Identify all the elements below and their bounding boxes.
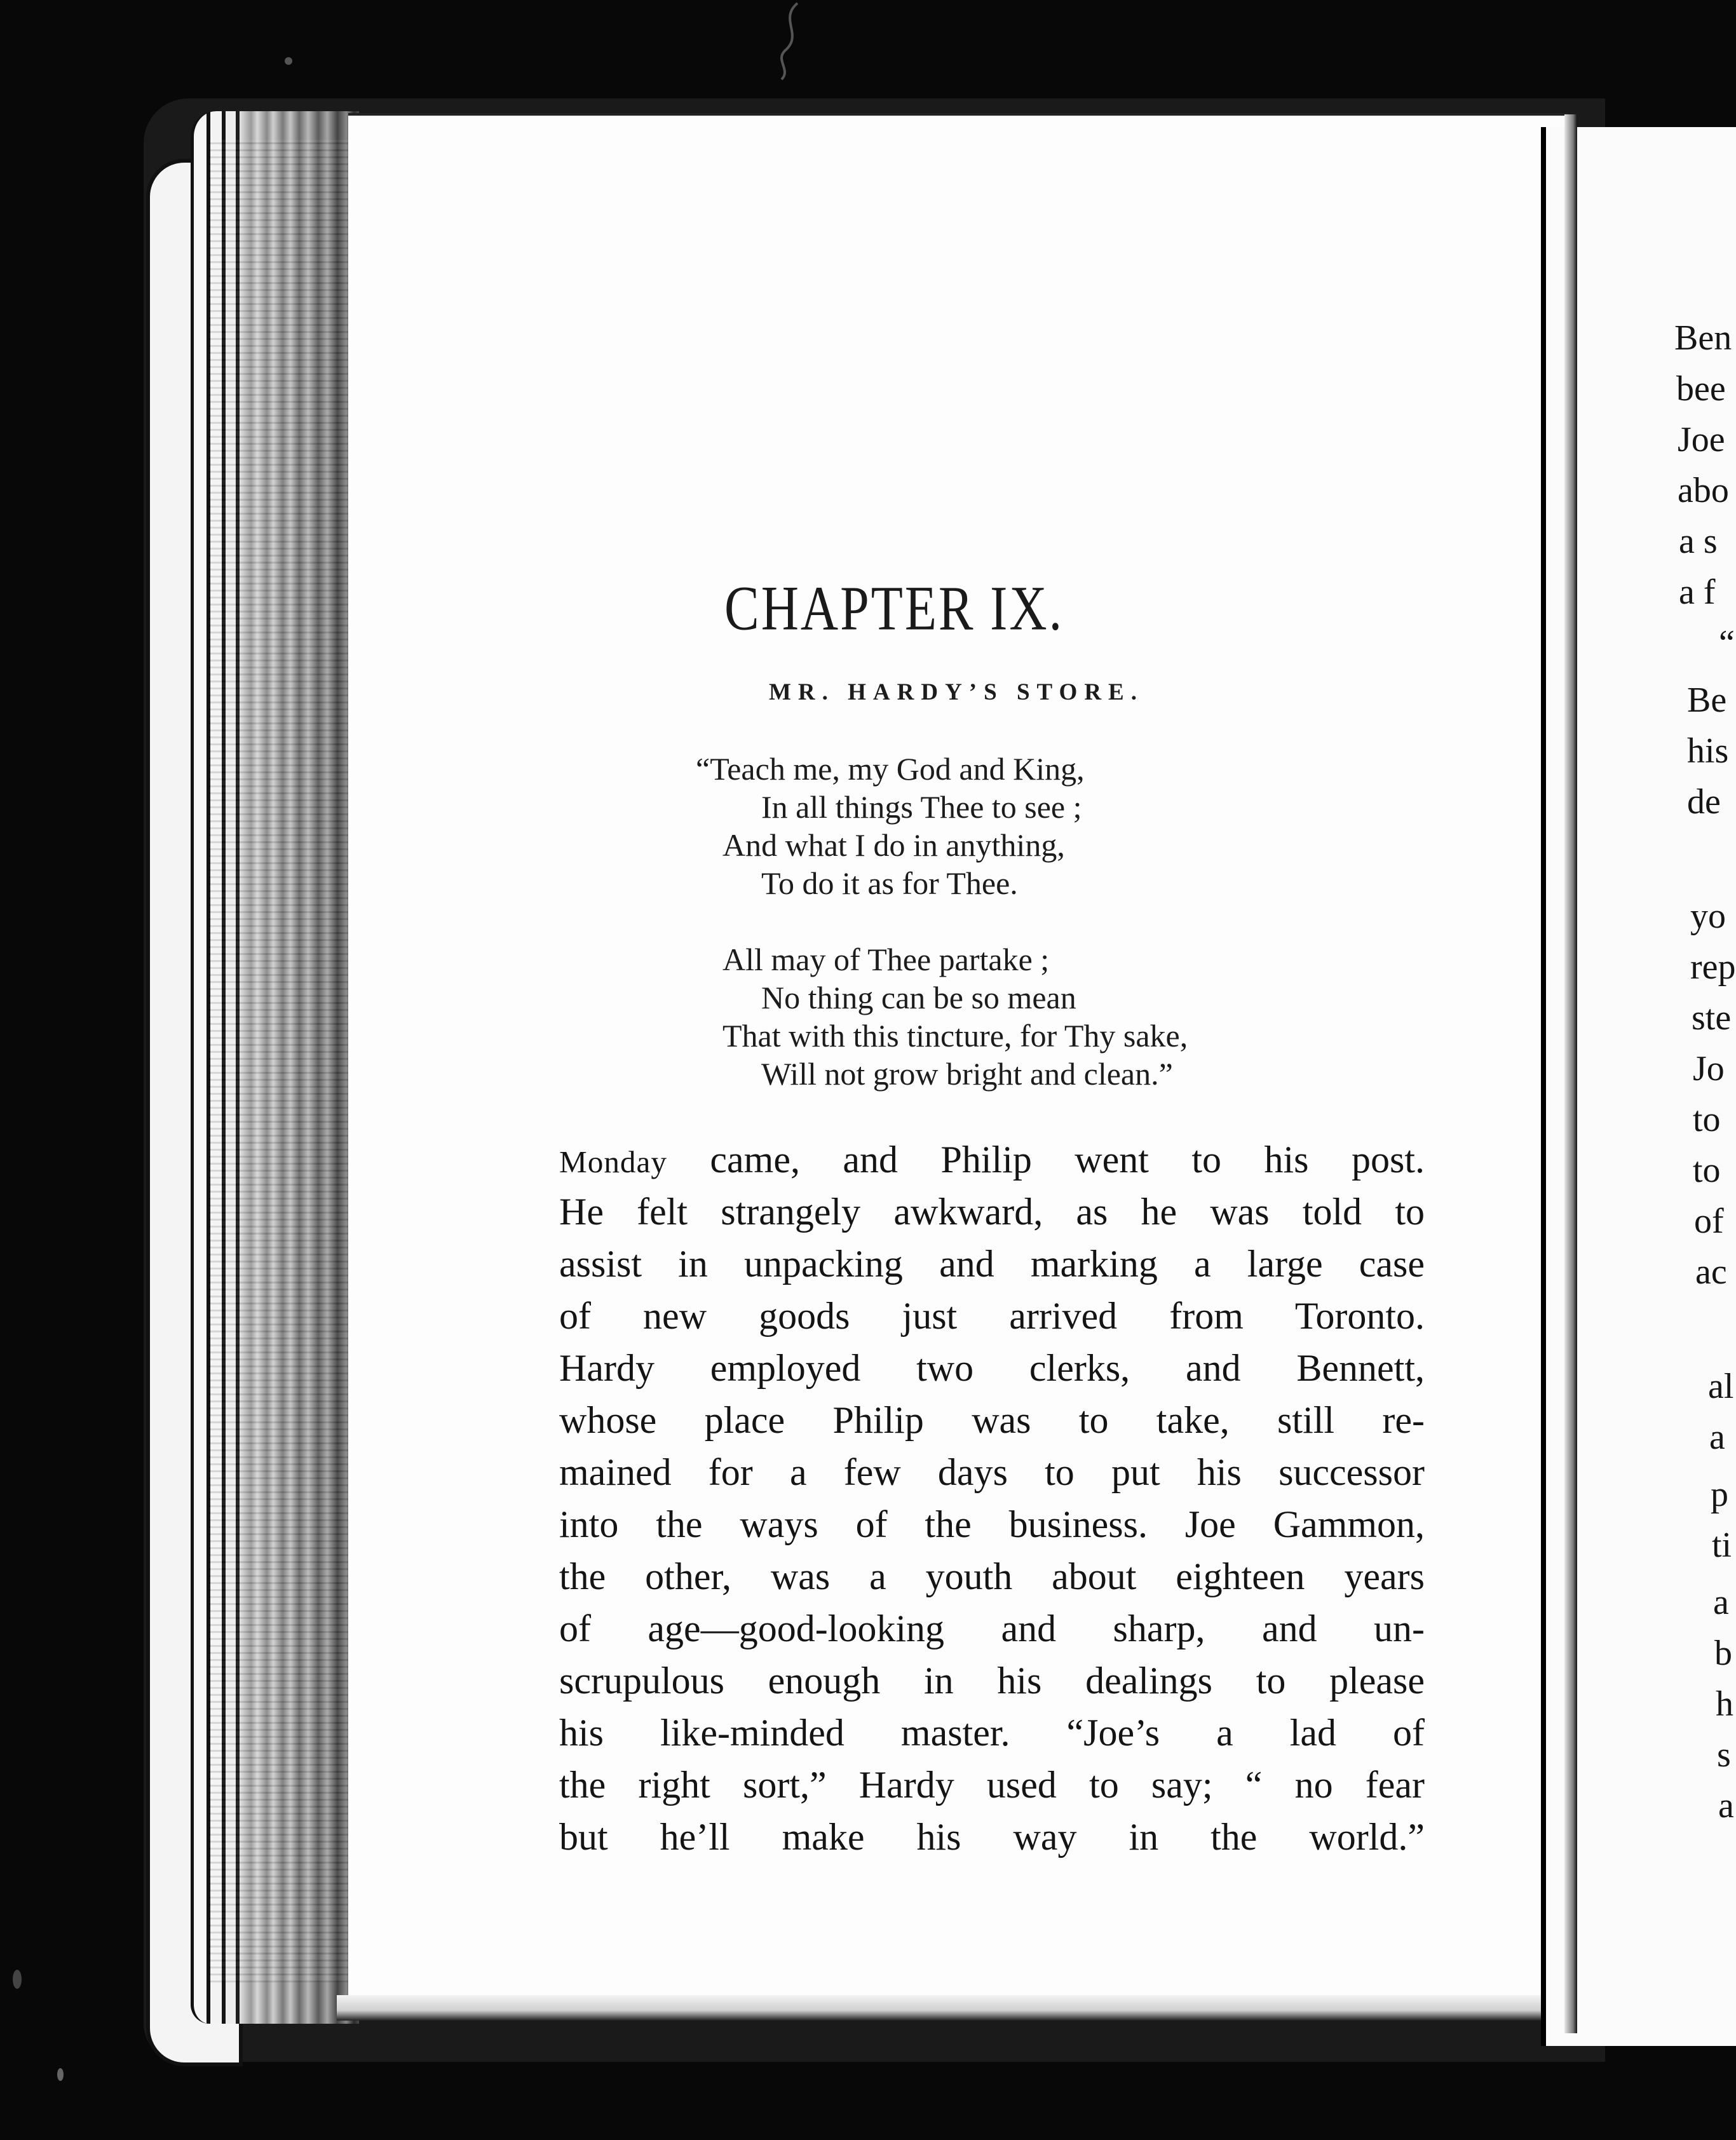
- verse-line: No thing can be so mean: [761, 980, 1076, 1015]
- body-line: but he’ll make his way in the world.”: [559, 1816, 1425, 1858]
- right-page-fragment: of: [1694, 1202, 1724, 1241]
- right-page-fragment: Ben: [1674, 318, 1732, 358]
- page-bottom-edge: [337, 1995, 1576, 2021]
- body-line: He felt strangely awkward, as he was told to: [559, 1191, 1425, 1233]
- dust-speck: [285, 57, 292, 65]
- verse-line: That with this tincture, for Thy sake,: [722, 1018, 1188, 1053]
- verse-line: To do it as for Thee.: [761, 865, 1018, 901]
- body-line: into the ways of the business. Joe Gammon,: [559, 1503, 1425, 1545]
- chapter-title: CHAPTER IX.: [724, 572, 1064, 644]
- right-page-fragment: p: [1711, 1475, 1728, 1514]
- right-page-fragment: rep: [1690, 947, 1736, 987]
- right-page-fragment: abo: [1678, 471, 1729, 510]
- body-line: the right sort,” Hardy used to say; “ no fear: [559, 1764, 1425, 1806]
- right-page-fragment: a f: [1679, 572, 1716, 612]
- right-page-fragment: a: [1709, 1418, 1725, 1457]
- right-page-fragment: “: [1719, 623, 1735, 663]
- right-page-fragment: h: [1716, 1684, 1733, 1724]
- body-line: the other, was a youth about eighteen years: [559, 1555, 1425, 1597]
- right-page-fragment: b: [1714, 1634, 1732, 1673]
- right-page-fragment: de: [1687, 782, 1721, 822]
- body-line: mained for a few days to put his successor: [559, 1451, 1425, 1493]
- body-line: assist in unpacking and marking a large case: [559, 1243, 1425, 1285]
- right-page-fragment: bee: [1676, 369, 1726, 409]
- right-page-fragment: yo: [1690, 897, 1726, 936]
- chapter-subtitle: MR. HARDY’S STORE.: [769, 679, 1144, 705]
- right-page-fragment: to: [1693, 1151, 1721, 1190]
- verse-line: “Teach me, my God and King,: [696, 751, 1085, 787]
- dust-speck: [57, 2068, 64, 2081]
- book-gutter: [1564, 114, 1577, 2033]
- body-line: of age—good-looking and sharp, and un-: [559, 1608, 1425, 1649]
- right-page-fragment: ste: [1692, 998, 1732, 1038]
- page-block-edges: [191, 111, 359, 2024]
- body-line: his like-minded master. “Joe’s a lad of: [559, 1712, 1425, 1754]
- body-line: scrupulous enough in his dealings to please: [559, 1660, 1425, 1702]
- right-page-fragment: s: [1717, 1735, 1731, 1775]
- right-page-fragment: Joe: [1678, 420, 1725, 459]
- right-page-fragment: ac: [1695, 1252, 1727, 1292]
- right-page-fragment: Be: [1687, 681, 1727, 720]
- verse-line: Will not grow bright and clean.”: [761, 1056, 1173, 1092]
- right-page-fragment: a: [1713, 1583, 1729, 1622]
- body-line: of new goods just arrived from Toronto.: [559, 1295, 1425, 1337]
- verse-line: In all things Thee to see ;: [761, 789, 1082, 825]
- right-page-fragment: his: [1687, 731, 1729, 771]
- right-page-fragment: a: [1718, 1786, 1734, 1825]
- right-page-fragment: a s: [1679, 522, 1718, 561]
- body-line: Hardy employed two clerks, and Bennett,: [559, 1347, 1425, 1389]
- body-line: Monday came, and Philip went to his post.: [559, 1139, 1425, 1181]
- verse-line: And what I do in anything,: [722, 827, 1065, 863]
- right-page-fragment: Jo: [1693, 1049, 1725, 1088]
- stray-mark: [772, 0, 810, 83]
- small-caps-first-word: Monday: [559, 1144, 667, 1179]
- dust-speck: [13, 1970, 22, 1989]
- right-page-fragment: al: [1708, 1367, 1734, 1406]
- verse-line: All may of Thee partake ;: [722, 942, 1050, 977]
- body-line: whose place Philip was to take, still re-: [559, 1399, 1425, 1441]
- right-page-fragment: to: [1693, 1100, 1721, 1139]
- right-page-fragment: ti: [1712, 1526, 1732, 1565]
